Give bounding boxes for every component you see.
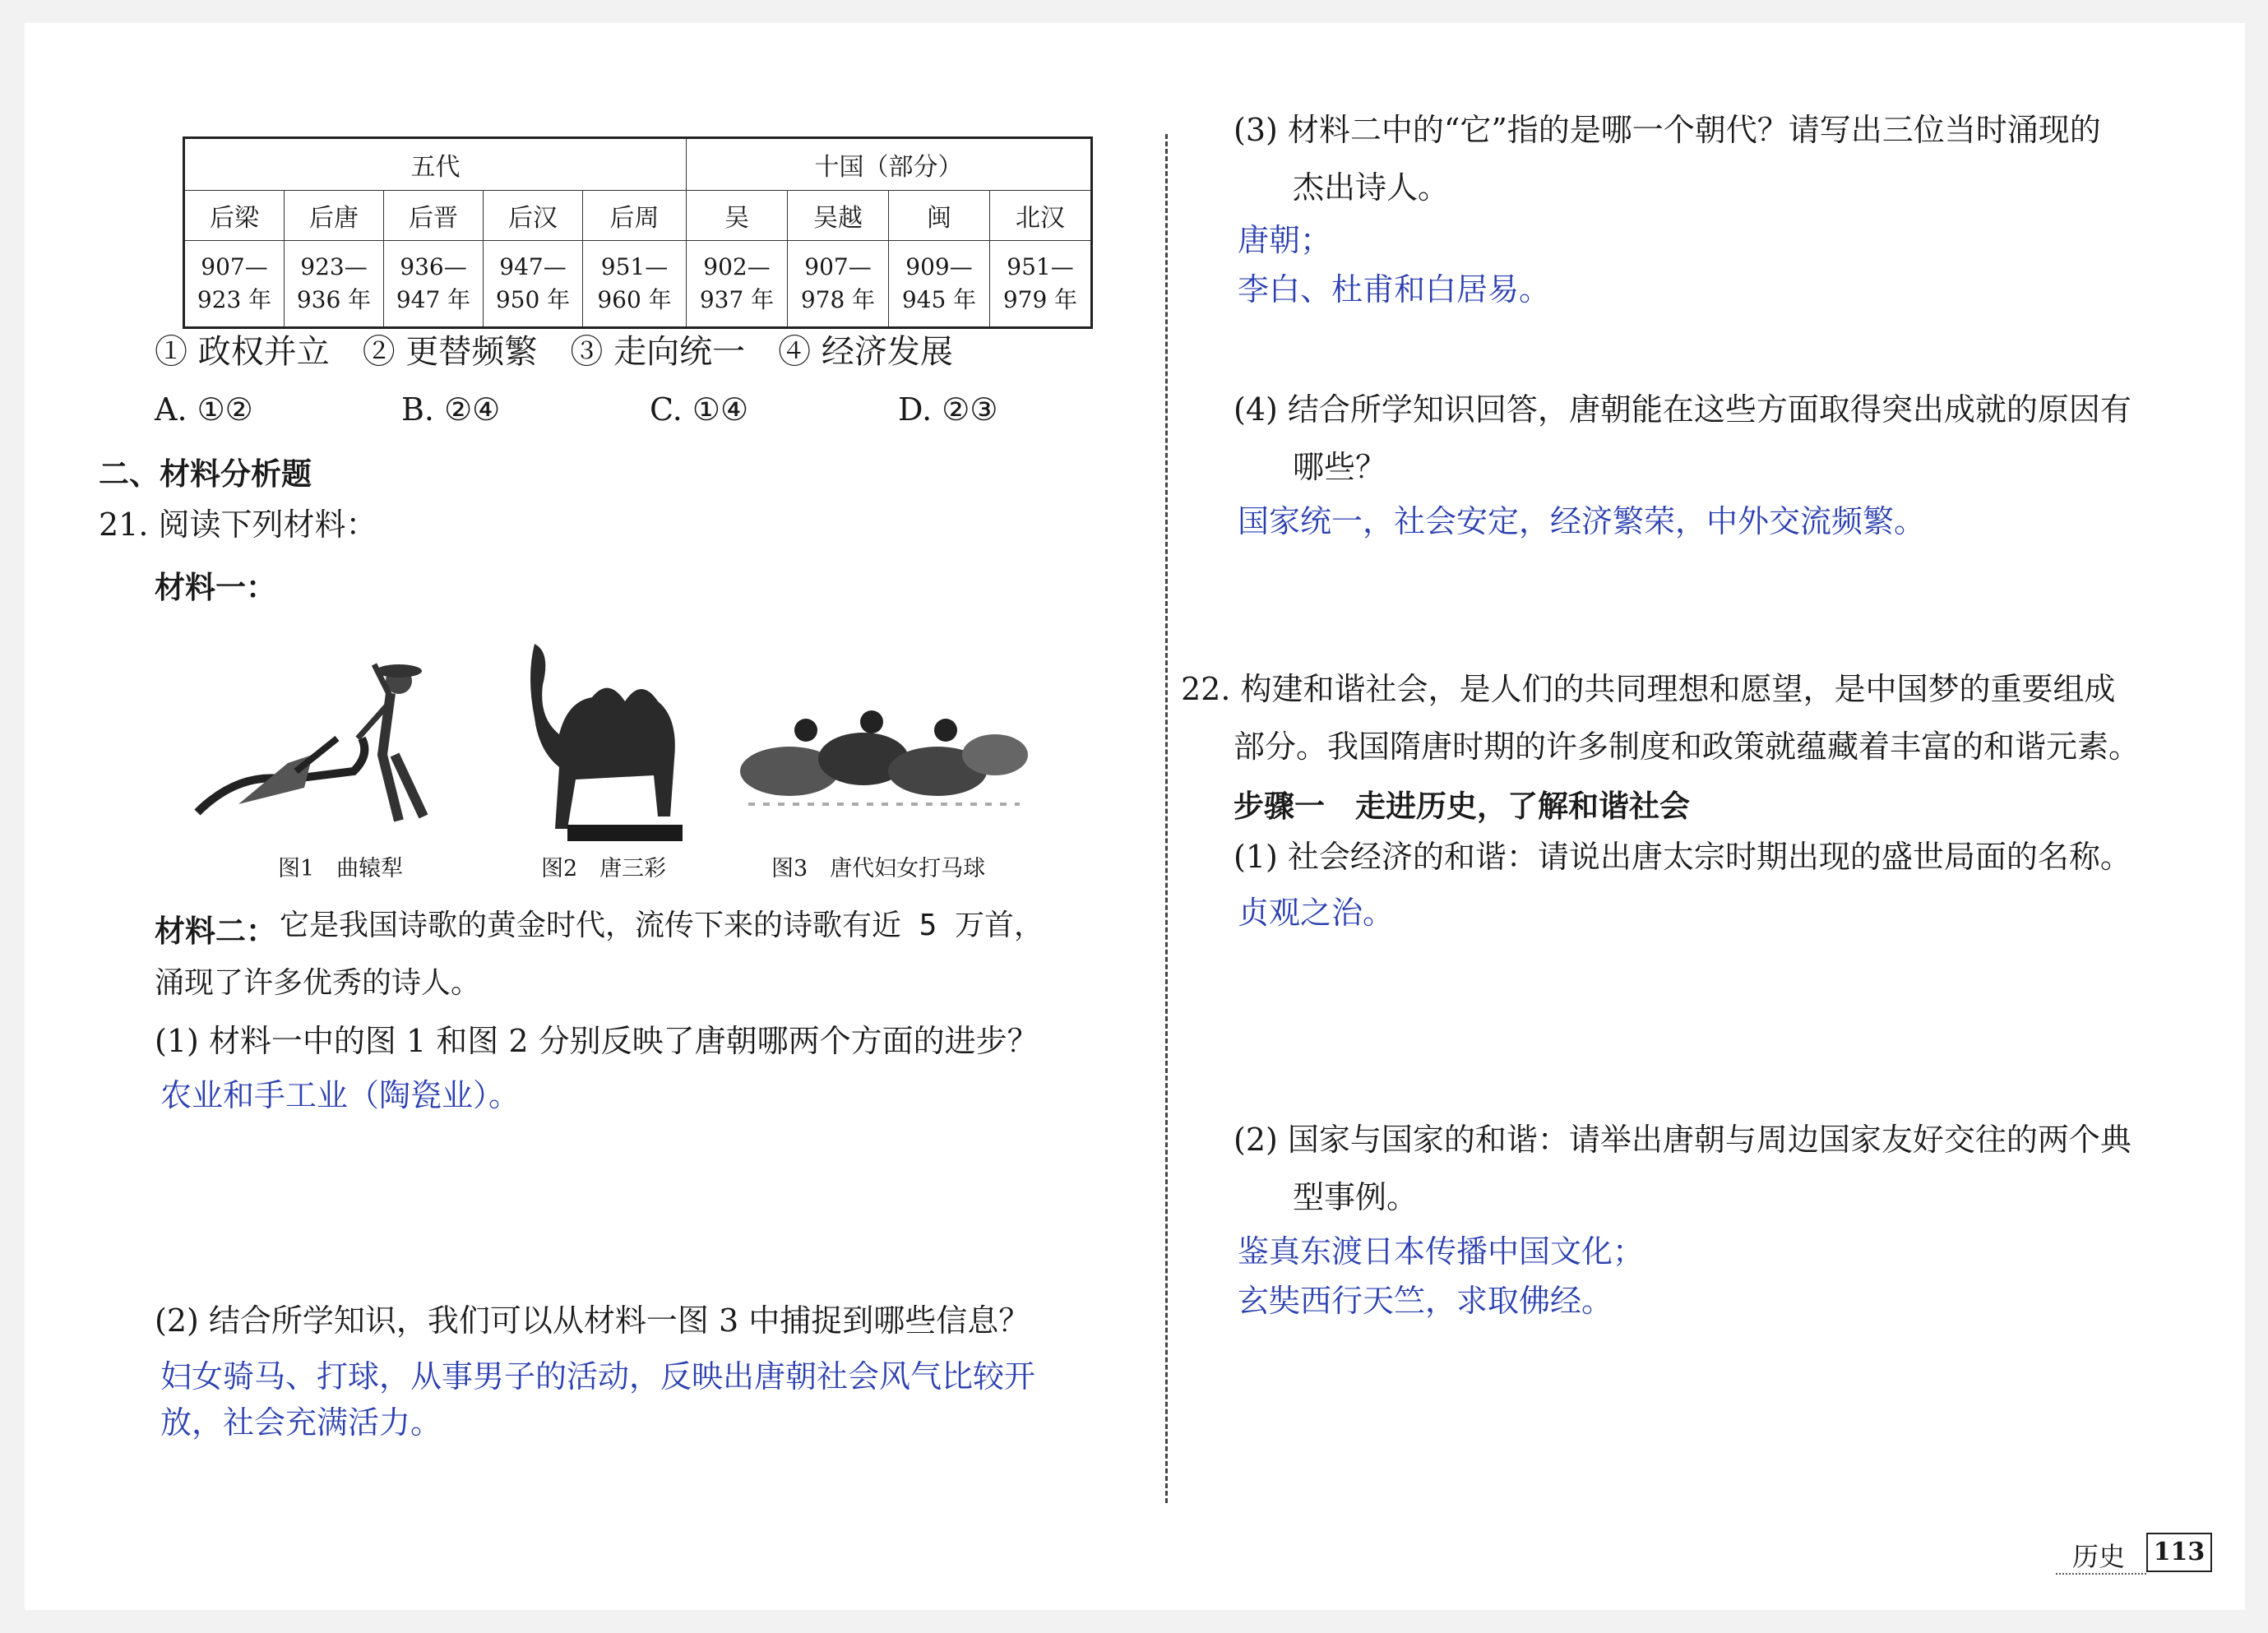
year-start: 907— xyxy=(804,253,872,280)
year-end: 937 年 xyxy=(699,286,775,313)
year-start: 947— xyxy=(499,253,567,280)
year-end: 950 年 xyxy=(495,286,571,313)
q22-answer1: 贞观之治。 xyxy=(1238,895,1395,931)
q21-sub2: (2) 结合所学知识，我们可以从材料一图 3 中捕捉到哪些信息？ xyxy=(155,1302,1030,1339)
q20-option-c[interactable]: C. ①④ xyxy=(650,391,749,428)
q21-answer2-line2: 放，社会充满活力。 xyxy=(160,1404,442,1441)
year-start: 951— xyxy=(1007,253,1074,280)
tang-sancai-camel-illustration xyxy=(518,636,691,849)
material2-text-line2: 涌现了许多优秀的诗人。 xyxy=(155,966,481,1000)
q21-sub1: (1) 材料一中的图 1 和图 2 分别反映了唐朝哪两个方面的进步？ xyxy=(155,1023,1039,1059)
table-cell: 后周 xyxy=(583,191,687,241)
dynasty-table xyxy=(183,136,1093,329)
q21-answer1: 农业和手工业（陶瓷业）。 xyxy=(160,1077,521,1113)
table-cell: 北汉 xyxy=(990,191,1092,241)
year-start: 907— xyxy=(201,253,268,280)
subject-label: 历史 xyxy=(2072,1541,2126,1572)
q22-intro-line1: 22. 构建和谐社会，是人们的共同理想和愿望，是中国梦的重要组成 xyxy=(1181,671,2116,707)
q22-answer2-line2: 玄奘西行天竺，求取佛经。 xyxy=(1238,1283,1613,1319)
column-divider xyxy=(1165,134,1168,1503)
year-start: 923— xyxy=(300,253,368,280)
footer-dotted-line xyxy=(2056,1573,2146,1575)
workbook-page xyxy=(25,23,2245,1610)
table-header-ten-kingdoms: 十国（部分） xyxy=(687,138,1092,191)
table-header-five-dynasties: 五代 xyxy=(184,138,687,191)
table-cell-years xyxy=(788,241,889,328)
q21-intro: 21. 阅读下列材料： xyxy=(99,507,377,543)
q20-option-d[interactable]: D. ②③ xyxy=(898,391,998,428)
q20-option-b[interactable]: B. ②④ xyxy=(401,391,501,428)
table-cell-years xyxy=(484,241,583,328)
q21-answer3-line2: 李白、杜甫和白居易。 xyxy=(1238,271,1551,308)
q21-answer3-line1: 唐朝； xyxy=(1238,222,1332,258)
women-polo-illustration xyxy=(732,681,1036,837)
q22-intro-line2: 部分。我国隋唐时期的许多制度和政策就蕴藏着丰富的和谐元素。 xyxy=(1234,729,2141,765)
table-cell: 闽 xyxy=(889,191,990,241)
q20-statements: ① 政权并立 ② 更替频繁 ③ 走向统一 ④ 经济发展 xyxy=(155,333,953,371)
year-end: 936 年 xyxy=(296,286,372,313)
year-end: 960 年 xyxy=(597,286,672,313)
table-cell: 后梁 xyxy=(184,191,285,241)
year-end: 947 年 xyxy=(396,286,471,313)
q22-sub2-line2: 型事例。 xyxy=(1293,1179,1419,1215)
year-end: 979 年 xyxy=(1002,286,1078,313)
table-cell-years xyxy=(889,241,990,328)
year-end: 945 年 xyxy=(901,286,977,313)
material2-text-line1: 它是我国诗歌的黄金时代，流传下来的诗歌有近 5 万首， xyxy=(280,909,1044,942)
year-end: 923 年 xyxy=(197,286,272,313)
plough-illustration xyxy=(189,648,461,837)
year-start: 951— xyxy=(600,253,669,280)
table-cell-years xyxy=(687,241,788,328)
year-start: 902— xyxy=(703,253,771,280)
q22-sub1: (1) 社会经济的和谐：请说出唐太宗时期出现的盛世局面的名称。 xyxy=(1234,839,2131,875)
q21-sub3-line1: (3) 材料二中的“它”指的是哪一个朝代？请写出三位当时涌现的 xyxy=(1234,112,2101,148)
q21-sub4-line1: (4) 结合所学知识回答，唐朝能在这些方面取得突出成就的原因有 xyxy=(1234,391,2131,428)
q21-sub3-line2: 杰出诗人。 xyxy=(1293,169,1450,206)
q20-option-a[interactable]: A. ①② xyxy=(155,391,253,428)
q22-answer2-line1: 鉴真东渡日本传播中国文化； xyxy=(1238,1233,1645,1270)
table-cell-years xyxy=(384,241,484,328)
q21-answer4: 国家统一，社会安定，经济繁荣，中外交流频繁。 xyxy=(1238,503,1926,539)
table-cell-years xyxy=(990,241,1092,328)
year-start: 909— xyxy=(905,253,973,280)
q21-answer2-line1: 妇女骑马、打球，从事男子的活动，反映出唐朝社会风气比较开 xyxy=(160,1358,1036,1395)
figure2-caption: 图2 唐三彩 xyxy=(541,856,667,881)
figure1-caption: 图1 曲辕犁 xyxy=(278,856,404,881)
section-title: 二、材料分析题 xyxy=(99,456,312,492)
table-cell: 吴 xyxy=(687,191,788,241)
year-start: 936— xyxy=(400,253,467,280)
year-end: 978 年 xyxy=(800,286,876,313)
material2-label: 材料二： xyxy=(155,914,276,949)
material1-label: 材料一： xyxy=(155,570,276,605)
table-cell-years xyxy=(184,241,285,328)
table-cell: 后唐 xyxy=(285,191,384,241)
q22-step1: 步骤一 走进历史，了解和谐社会 xyxy=(1234,789,1690,824)
table-cell: 后汉 xyxy=(484,191,583,241)
q22-sub2-line1: (2) 国家与国家的和谐：请举出唐朝与周边国家友好交往的两个典 xyxy=(1234,1122,2131,1158)
table-cell: 吴越 xyxy=(788,191,889,241)
table-cell-years xyxy=(285,241,384,328)
page-number: 113 xyxy=(2146,1533,2212,1572)
q21-sub4-line2: 哪些？ xyxy=(1293,449,1387,485)
table-cell: 后晋 xyxy=(384,191,484,241)
figure3-caption: 图3 唐代妇女打马球 xyxy=(771,856,986,881)
table-cell-years xyxy=(583,241,687,328)
